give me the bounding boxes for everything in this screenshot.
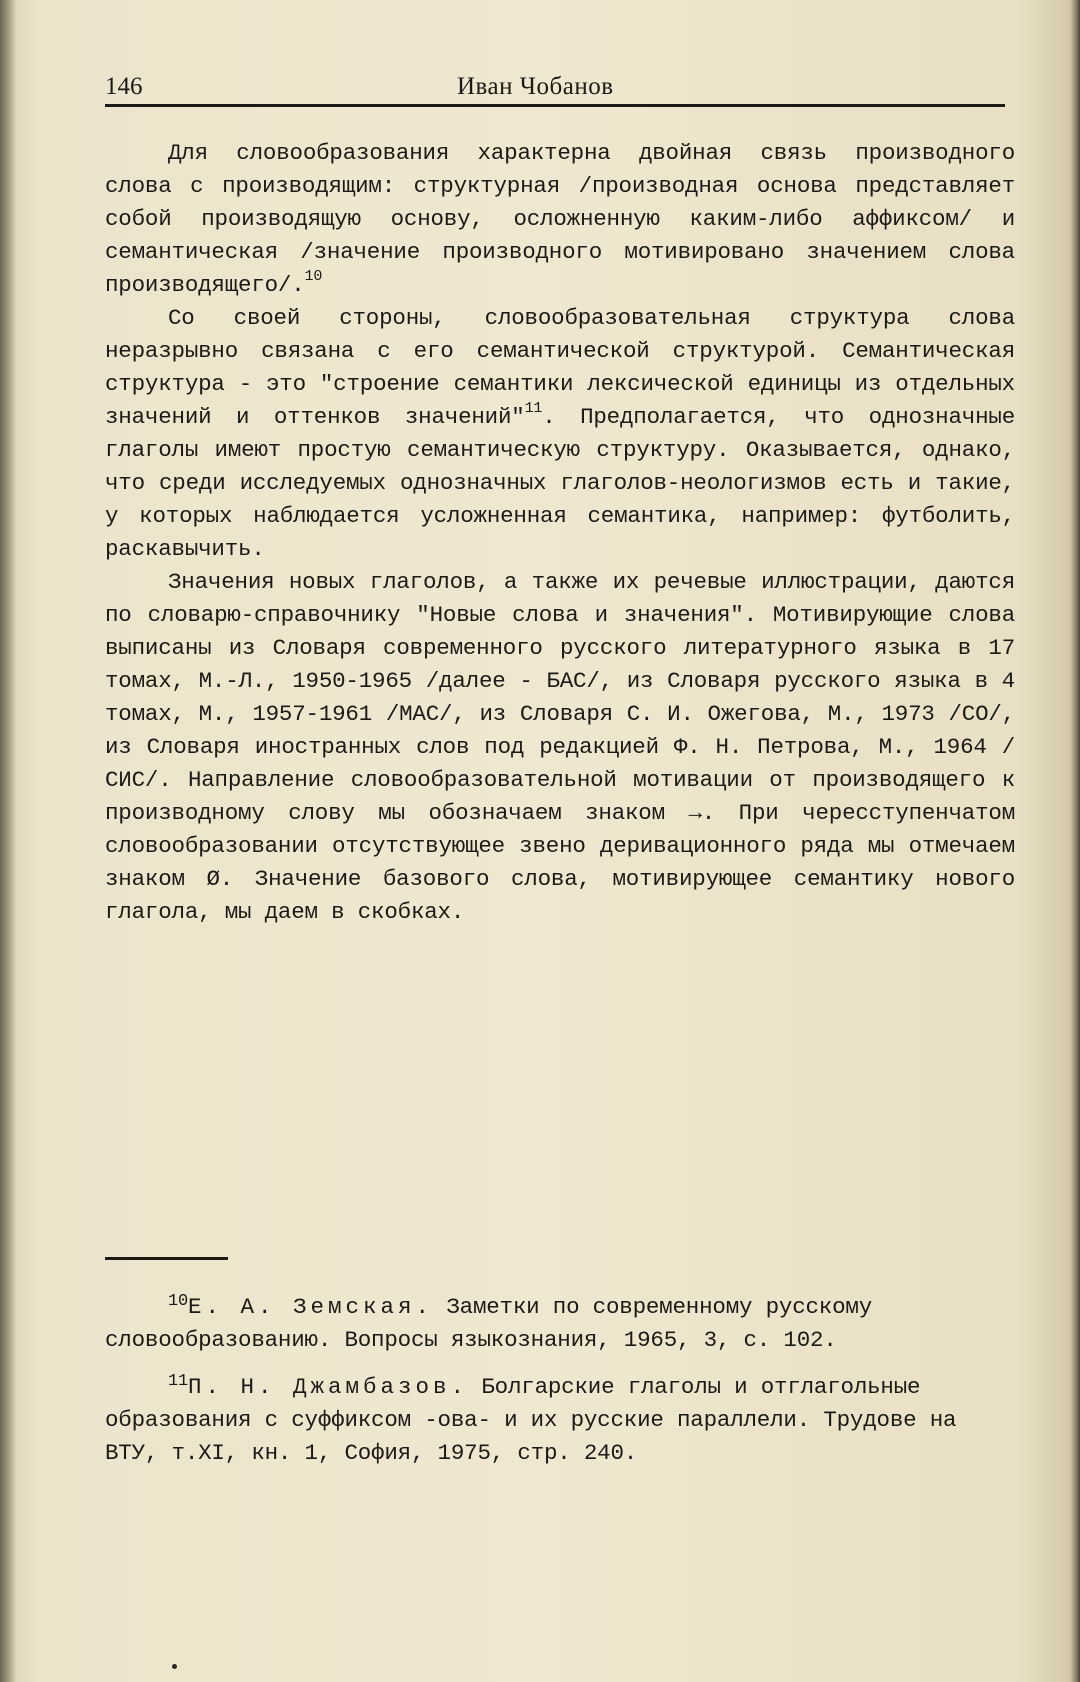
footnote-author: Е. А. Земская. bbox=[188, 1294, 434, 1320]
page-number: 146 bbox=[105, 73, 143, 100]
paragraph-3 bbox=[105, 566, 1015, 929]
footnote-ref-10[interactable]: 10 bbox=[304, 267, 323, 285]
page-right-edge-shadow bbox=[1070, 0, 1080, 1682]
page-left-edge-shadow bbox=[0, 0, 16, 1682]
footnote-10 bbox=[105, 1291, 1015, 1357]
main-text bbox=[105, 137, 1015, 929]
footnote-ref-11[interactable]: 11 bbox=[524, 399, 543, 417]
footnote-text: Болгарские глаголы и отглагольные образования с суффиксом -ова- и их русские параллели. Трудове на ВТУ, т.XI, кн. 1, София, 1975, стр. 240. bbox=[105, 1374, 957, 1466]
running-head-author: Иван Чобанов bbox=[457, 73, 614, 100]
footnote-author: П. Н. Джамбазов. bbox=[188, 1374, 469, 1400]
paragraph-2-text-b: . Предполагается, что однозначные глаголы имеют простую семантическую структуру. Оказывается, однако, что среди исследуемых однозначных глаголов-неологизмов есть и такие, у которых наблюдается усложненная семантика, например: футболить, раскавычить. bbox=[105, 404, 1015, 562]
paragraph-1-text: Для словообразования характерна двойная связь производного слова с производящим: структурная /производная основа представляет собой производящую основу, осложненную каким-либо аффиксом/ и семантическая /значение производного мотивировано значением слова производящего/. bbox=[105, 140, 1015, 298]
footnote-separator bbox=[105, 1257, 228, 1260]
paragraph-2-text-a: Со своей стороны, словообразовательная структура слова неразрывно связана с его семантической структурой. Семантическая структура - это "строение семантики лексической единицы из отдельных значений и оттенков значений" bbox=[105, 305, 1015, 430]
print-speck bbox=[172, 1664, 177, 1669]
footnotes bbox=[105, 1291, 1015, 1484]
footnote-text: Заметки по современному русскому словообразованию. Вопросы языкознания, 1965, 3, с. 102. bbox=[105, 1294, 873, 1353]
paragraph-3-text: Значения новых глаголов, а также их речевые иллюстрации, даются по словарю-справочнику "Новые слова и значения". Мотивирующие слова выписаны из Словаря современного русского литературного языка в 17 томах, М.-Л., 1950-1965 /далее - БАС/, из Словаря русского языка в 4 томах, М., 1957-1961 /МАС/, из Словаря С. И. Ожегова, М., 1973 /СО/, из Словаря иностранных слов под редакцией Ф. Н. Петрова, М., 1964 /СИС/. Направление словообразовательной мотивации от производящего к производному слову мы обозначаем знаком →. При чересступенчатом словообразовании отсутствующее звено деривационного ряда мы отмечаем знаком Ø. Значение базового слова, мотивирующее семантику нового глагола, мы даем в скобках. bbox=[105, 569, 1015, 925]
footnote-number: 11 bbox=[168, 1372, 189, 1391]
footnote-number: 10 bbox=[168, 1292, 189, 1311]
paragraph-2 bbox=[105, 302, 1015, 566]
paragraph-1 bbox=[105, 137, 1015, 302]
page-header bbox=[105, 70, 1005, 107]
footnote-11 bbox=[105, 1371, 1015, 1470]
